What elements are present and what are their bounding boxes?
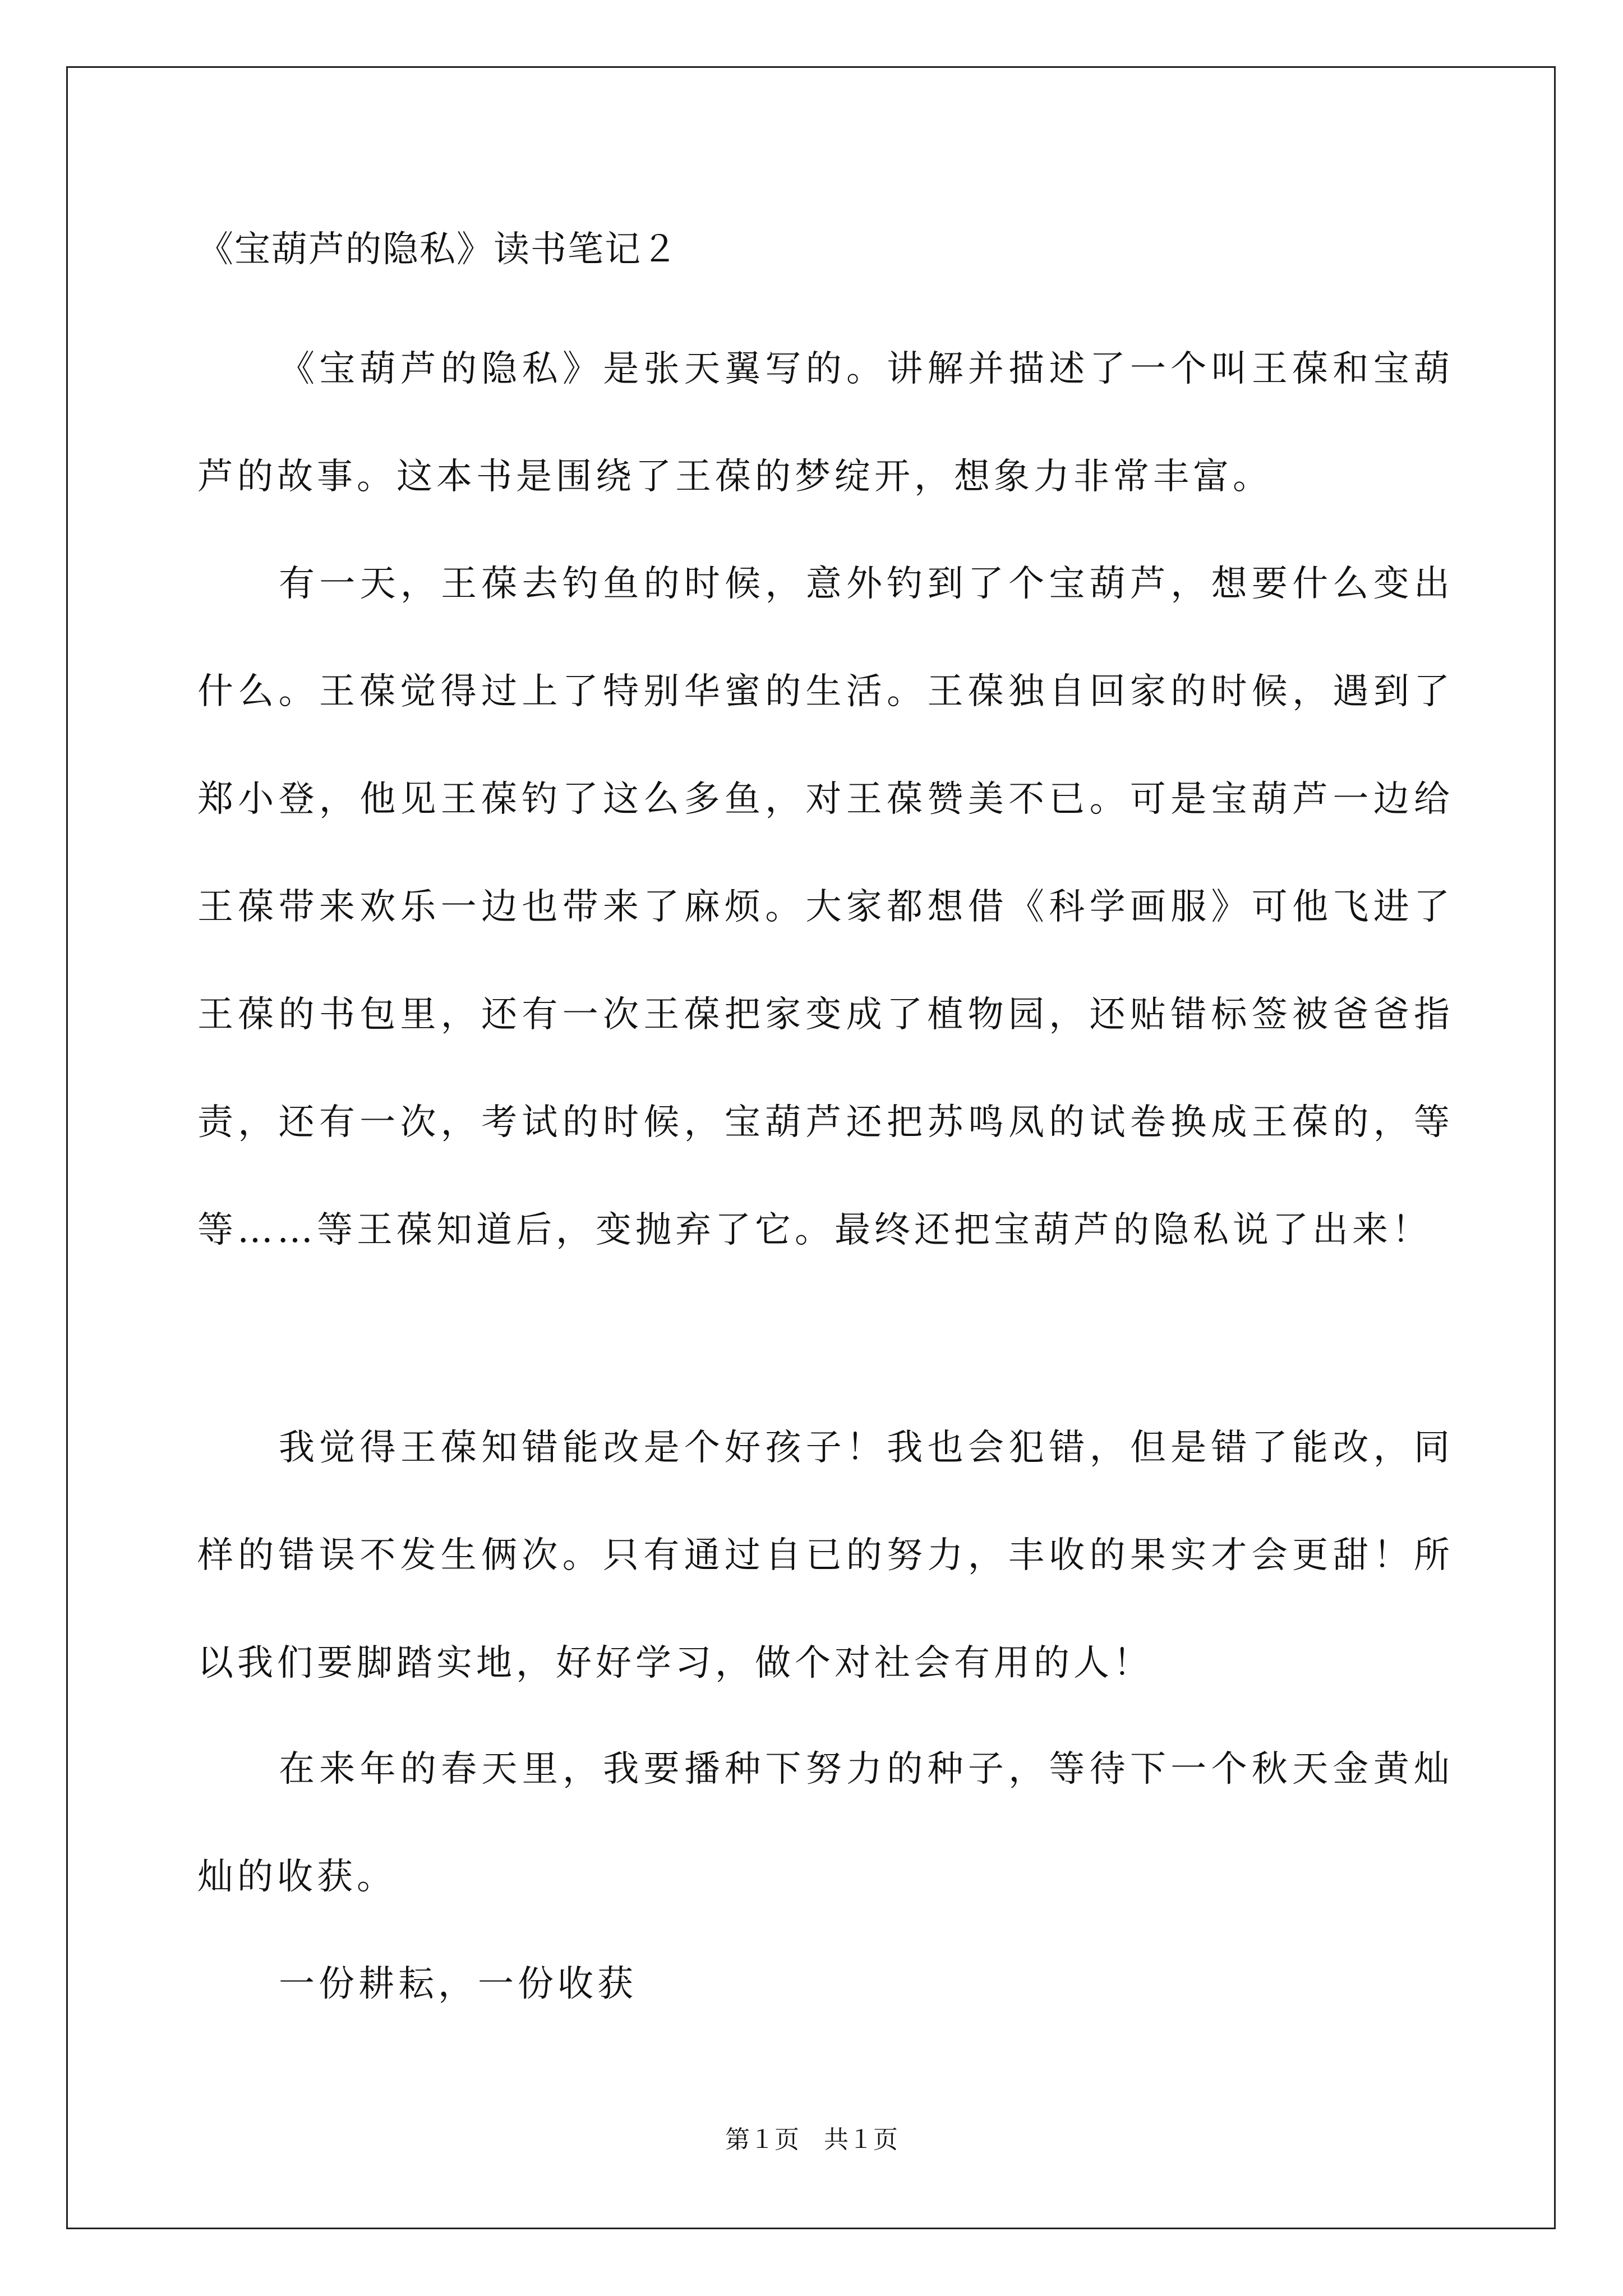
paragraph-intro: 《宝葫芦的隐私》是张天翼写的。讲解并描述了一个叫王葆和宝葫芦的故事。这本书是围绕了王葆的梦绽开，想象力非常丰富。 bbox=[197, 348, 1454, 498]
paragraph-closing: 一份耕耘，一份收获 bbox=[279, 1963, 637, 2005]
paragraph-story: 有一天，王葆去钓鱼的时候，意外钓到了个宝葫芦，想要什么变出什么。王葆觉得过上了特别华蜜的生活。王葆独自回家的时候，遇到了郑小登，他见王葆钓了这么多鱼，对王葆赞美不已。可是宝葫芦一边给王葆带来欢乐一边也带来了麻烦。大家都想借《科学画服》可他飞进了王葆的书包里，还有一次王葆把家变成了植物园，还贴错标签被爸爸指责，还有一次，考试的时候，宝葫芦还把苏鸣凤的试卷换成王葆的，等等……等王葆知道后，变抛弃了它。最终还把宝葫芦的隐私说了出来！ bbox=[197, 563, 1454, 1251]
document-title: 《宝葫芦的隐私》读书笔记２ bbox=[197, 229, 679, 270]
paragraph-reflection: 我觉得王葆知错能改是个好孩子！我也会犯错，但是错了能改，同样的错误不发生俩次。只有通过自已的努力，丰收的果实才会更甜！所以我们要脚踏实地，好好学习，做个对社会有用的人！ bbox=[197, 1427, 1454, 1684]
paragraph-hope: 在来年的春天里，我要播种下努力的种子，等待下一个秋天金黄灿灿的收获。 bbox=[197, 1749, 1454, 1898]
page-footer: 第１页 共１页 bbox=[725, 2125, 898, 2154]
